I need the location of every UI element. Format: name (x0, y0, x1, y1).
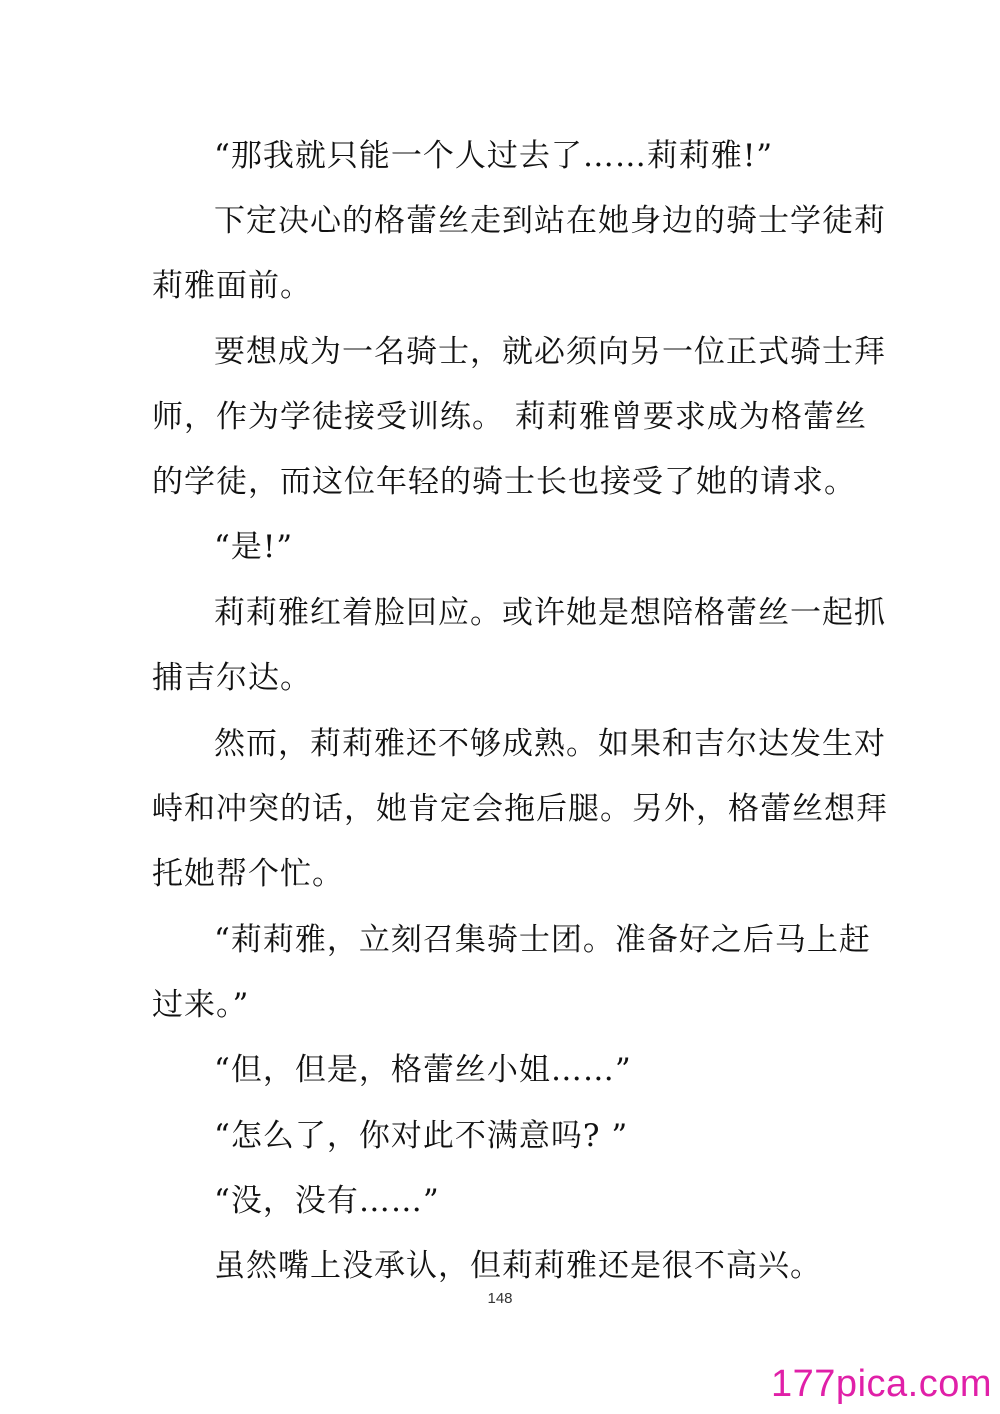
text-line-16: “怎么了，你对此不满意吗? ” (214, 1118, 629, 1154)
text-line-14: 过来。” (152, 987, 250, 1023)
text-line-5: 师，作为学徒接受训练。 莉莉雅曾要求成为格蕾丝 (152, 399, 867, 435)
text-line-2: 下定决心的格蕾丝走到站在她身边的骑士学徒莉 (214, 203, 886, 239)
text-line-7: “是!” (214, 529, 294, 565)
text-line-15: “但，但是，格蕾丝小姐……” (214, 1052, 632, 1088)
text-line-9: 捕吉尔达。 (152, 660, 312, 696)
text-line-17: “没，没有……” (214, 1183, 440, 1219)
page-number: 148 (487, 1290, 513, 1307)
text-line-3: 莉雅面前。 (152, 268, 312, 304)
text-line-10: 然而，莉莉雅还不够成熟。如果和吉尔达发生对 (214, 726, 886, 762)
text-line-12: 托她帮个忙。 (152, 856, 344, 892)
text-line-4: 要想成为一名骑士，就必须向另一位正式骑士拜 (214, 334, 886, 370)
text-line-6: 的学徒，而这位年轻的骑士长也接受了她的请求。 (152, 464, 856, 500)
text-line-11: 峙和冲突的话，她肯定会拖后腿。另外，格蕾丝想拜 (152, 791, 888, 827)
text-line-1: “那我就只能一个人过去了……莉莉雅!” (214, 138, 774, 174)
text-line-13: “莉莉雅，立刻召集骑士团。准备好之后马上赶 (214, 922, 871, 958)
text-line-18: 虽然嘴上没承认，但莉莉雅还是很不高兴。 (214, 1248, 822, 1284)
text-line-8: 莉莉雅红着脸回应。或许她是想陪格蕾丝一起抓 (214, 595, 886, 631)
site-watermark: 177pica.com (771, 1363, 992, 1405)
